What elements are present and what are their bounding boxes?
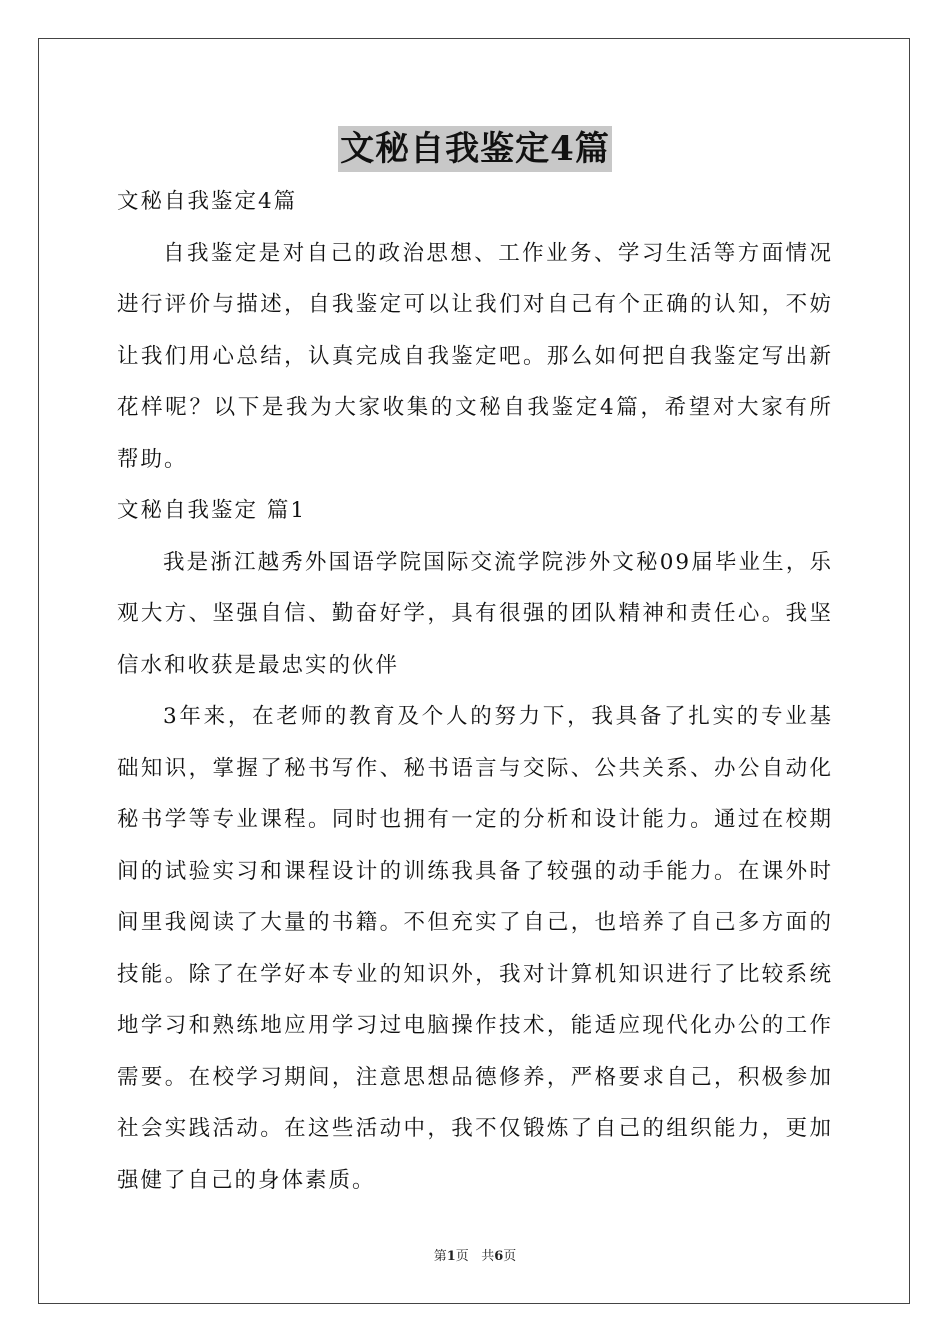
- document-title: 文秘自我鉴定4篇: [338, 126, 612, 172]
- total-prefix: 共: [481, 1249, 495, 1264]
- page-current: 1: [446, 1249, 456, 1264]
- title-wrap: [0, 126, 950, 172]
- section-paragraph-2: 3年来，在老师的教育及个人的努力下，我具备了扎实的专业基础知识，掌握了秘书写作、秘书语言与交际、公共关系、办公自动化秘书学等专业课程。同时也拥有一定的分析和设计能力。通过在校期间的试验实习和课程设计的训练我具备了较强的动手能力。在课外时间里我阅读了大量的书籍。不但充实了自己，也培养了自己多方面的技能。除了在学好本专业的知识外，我对计算机知识进行了比较系统地学习和熟练地应用学习过电脑操作技术，能适应现代化办公的工作需要。在校学习期间，注意思想品德修养，严格要求自己，积极参加社会实践活动。在这些活动中，我不仅锻炼了自己的组织能力，更加强健了自己的身体素质。: [117, 704, 833, 1193]
- total-suffix: 页: [503, 1249, 517, 1264]
- intro-paragraph: 自我鉴定是对自己的政治思想、工作业务、学习生活等方面情况进行评价与描述，自我鉴定可以让我们对自己有个正确的认知，不妨让我们用心总结，认真完成自我鉴定吧。那么如何把自我鉴定写出新花样呢？以下是我为大家收集的文秘自我鉴定4篇，希望对大家有所帮助。: [117, 240, 833, 472]
- page-footer: [0, 1245, 950, 1264]
- section-paragraph-1: 我是浙江越秀外国语学院国际交流学院涉外文秘09届毕业生，乐观大方、坚强自信、勤奋好学，具有很强的团队精神和责任心。我坚信水和收获是最忠实的伙伴: [117, 549, 833, 678]
- page-suffix: 页: [455, 1249, 469, 1264]
- section-heading: 文秘自我鉴定 篇1: [117, 498, 307, 523]
- document-body: [117, 176, 833, 1206]
- document-subtitle: 文秘自我鉴定4篇: [117, 189, 298, 214]
- page-prefix: 第: [433, 1249, 447, 1264]
- page-total: 6: [494, 1249, 504, 1264]
